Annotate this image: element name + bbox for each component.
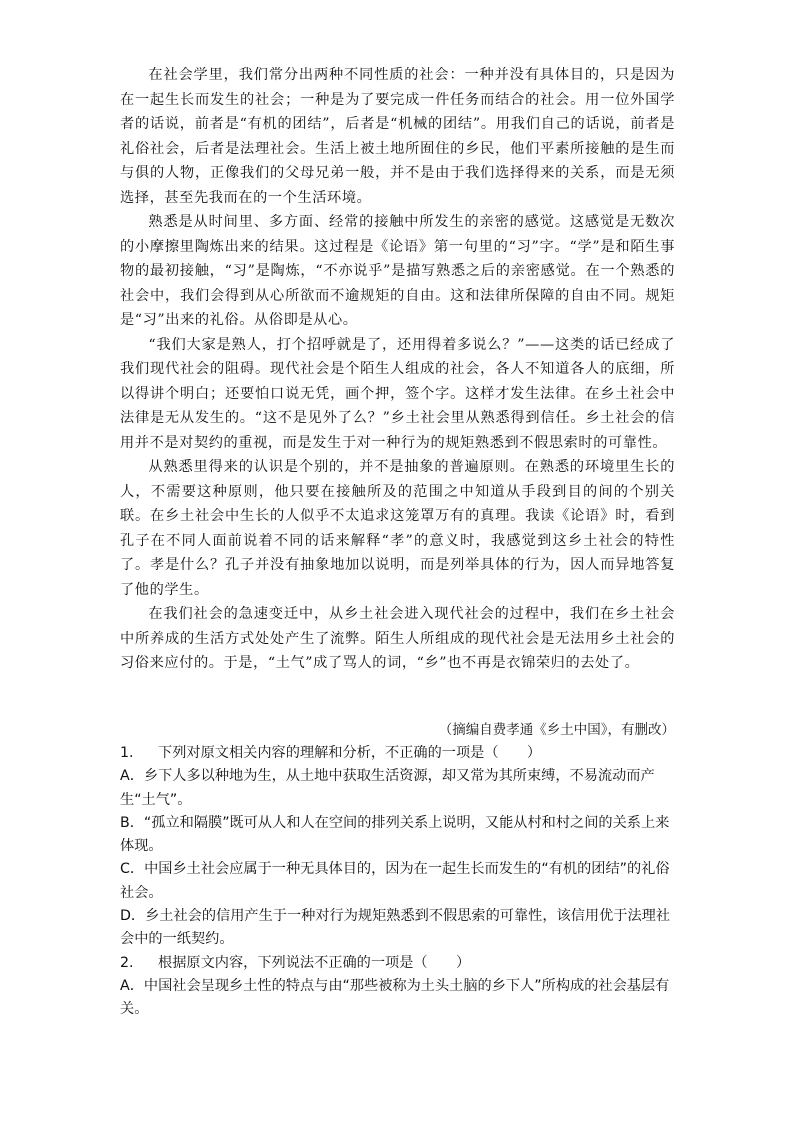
reading-passage — [120, 63, 675, 676]
answer-option-d: D．乡土社会的信用产生于一种对行为规矩熟悉到不假思索的可靠性，该信用优于法理社会中的一纸契约。 — [120, 908, 671, 948]
passage-paragraph: 在我们社会的急速变迁中，从乡土社会进入现代社会的过程中，我们在乡土社会中所养成的生活方式处处产生了流弊。陌生人所组成的现代社会是无法用乡土社会的习俗来应付的。于是，“土气”成了骂人的词，“乡”也不再是衣锦荣归的去处了。 — [120, 606, 675, 671]
question-stem — [120, 742, 680, 765]
answer-option-b: B．“孤立和隔膜”既可从人和人在空间的排列关系上说明，又能从村和村之间的关系上来体现。 — [120, 814, 670, 855]
answer-option-a: A．中国社会呈现乡土性的特点与由“那些被称为土头土脑的乡下人”所构成的社会基层有关。 — [120, 977, 670, 1018]
question-text: 根据原文内容，下列说法不正确的一项是（ ） — [158, 954, 471, 971]
passage-source: （摘编自费孝通《乡土中国》，有删改） — [438, 722, 675, 738]
answer-option-c: C．中国乡土社会应属于一种无具体目的，因为在一起生长而发生的“有机的团结”的礼俗社会。 — [120, 861, 670, 901]
question-number: 2. — [120, 954, 134, 971]
answer-option-a: A．乡下人多以种地为生，从土地中获取生活资源，却又常为其所束缚，不易流动而产生“土气”。 — [120, 768, 655, 808]
question-number: 1. — [120, 745, 134, 761]
passage-paragraph: 熟悉是从时间里、多方面、经常的接触中所发生的亲密的感觉。这感觉是无数次的小摩擦里陶炼出来的结果。这过程是《论语》第一句里的“习”字。“学”是和陌生事物的最初接触，“习”是陶炼，“不亦说乎”是描写熟悉之后的亲密感觉。在一个熟悉的社会中，我们会得到从心所欲而不逾规矩的自由。这和法律所保障的自由不同。规矩是“习”出来的礼俗。从俗即是从心。 — [120, 214, 675, 328]
passage-paragraph: 在社会学里，我们常分出两种不同性质的社会：一种并没有具体目的，只是因为在一起生长而发生的社会；一种是为了要完成一件任务而结合的社会。用一位外国学者的话说，前者是“有机的团结”，后者是“机械的团结”。用我们自己的话说，前者是礼俗社会，后者是法理社会。生活上被土地所囿住的乡民，他们平素所接触的是生而与俱的人物，正像我们的父母兄弟一般，并不是由于我们选择得来的关系，而是无须选择，甚至先我而在的一个生活环境。 — [120, 67, 675, 206]
question-stem — [120, 952, 680, 975]
passage-paragraph: “我们大家是熟人，打个招呼就是了，还用得着多说么？”——这类的话已经成了我们现代社会的阻碍。现代社会是个陌生人组成的社会，各人不知道各人的底细，所以得讲个明白；还要怕口说无凭，画个押，签个字。这样才发生法律。在乡土社会中法律是无从发生的。“这不是见外了么？”乡土社会里从熟悉得到信任。乡土社会的信用并不是对契约的重视，而是发生于对一种行为的规矩熟悉到不假思索时的可靠性。 — [120, 336, 675, 451]
question-list — [120, 742, 680, 1022]
question-text: 下列对原文相关内容的理解和分析，不正确的一项是（ ） — [158, 745, 542, 761]
passage-paragraph: 从熟悉里得来的认识是个别的，并不是抽象的普遍原则。在熟悉的环境里生长的人，不需要这种原则，他只要在接触所及的范围之中知道从手段到目的间的个别关联。在乡土社会中生长的人似乎不太追求这笼罩万有的真理。我读《论语》时，看到孔子在不同人面前说着不同的话来解释“孝”的意义时，我感觉到这乡土社会的特性了。孝是什么？孔子并没有抽象地加以说明，而是列举具体的行为，因人而异地答复了他的学生。 — [120, 459, 675, 598]
